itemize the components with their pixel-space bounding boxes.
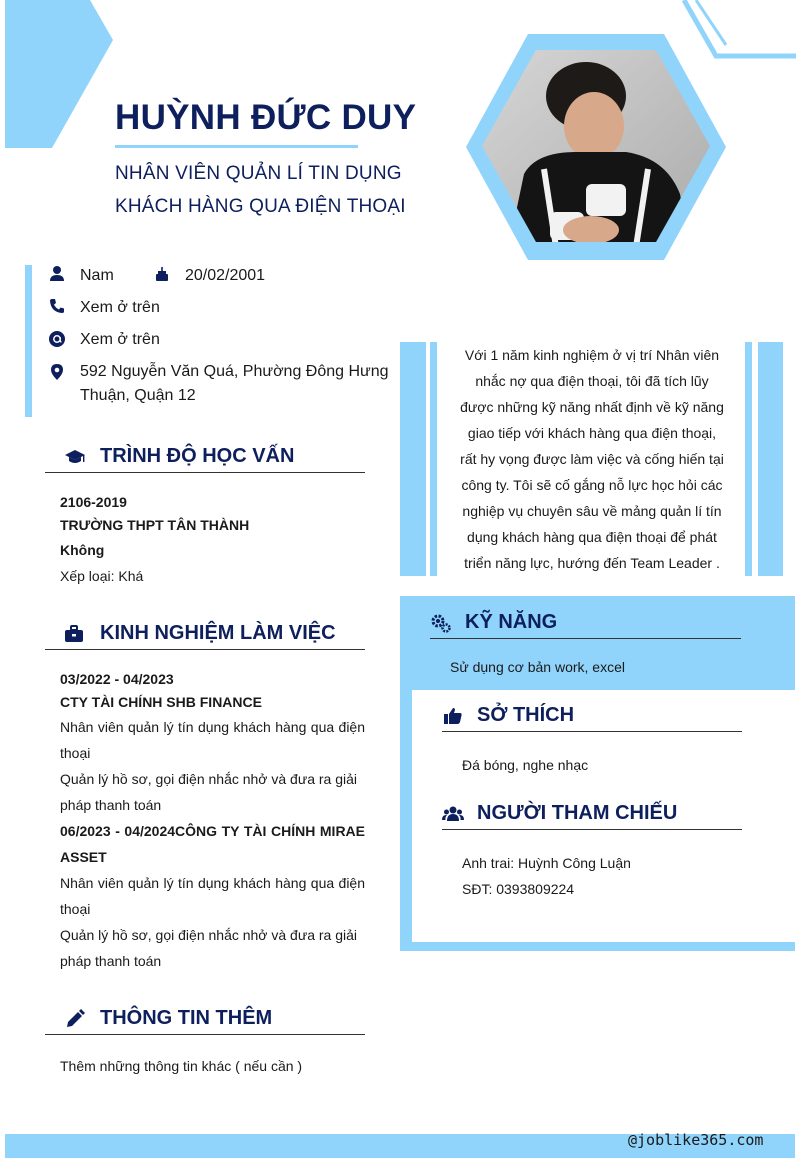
education-grade: Xếp loại: Khá [60, 568, 144, 584]
location-pin-icon [48, 363, 66, 381]
reference-phone: SĐT: 0393809224 [462, 881, 575, 897]
gears-icon [430, 612, 452, 634]
info-accent-bar [25, 265, 32, 417]
address-line2: Thuận, Quận 12 [80, 387, 196, 404]
section-divider [430, 638, 741, 639]
birthday-value: 20/02/2001 [185, 267, 266, 284]
objective-line: Với 1 năm kinh nghiệm ở vị trí Nhân viên [464, 347, 720, 363]
section-divider [45, 649, 365, 650]
education-title: TRÌNH ĐỘ HỌC VẤN [100, 445, 295, 467]
skills-text: Sử dụng cơ bản work, excel [450, 659, 625, 675]
job1-desc2-line2: pháp thanh toán [60, 797, 162, 813]
job2-desc2-line1: Quản lý hồ sơ, gọi điện nhắc nhở và đưa ra giải [60, 927, 358, 943]
user-icon [48, 265, 66, 283]
briefcase-icon [63, 623, 85, 645]
job1-desc2-line1: Quản lý hồ sơ, gọi điện nhắc nhở và đưa ra giải [60, 771, 358, 787]
address-line1: 592 Nguyễn Văn Quá, Phường Đông Hưng [80, 363, 389, 380]
skills-title: KỸ NĂNG [465, 611, 558, 633]
email-icon [48, 330, 66, 348]
objective-line: giao tiếp với khách hàng qua điện thoại, [467, 425, 717, 441]
objective-line: nhắc nợ qua điện thoại, tôi đã tích lũy [475, 373, 709, 389]
objective-bar-left-wide [400, 342, 426, 576]
hobbies-heading [442, 699, 742, 733]
job-title-line1: NHÂN VIÊN QUẢN LÍ TIN DỤNG [115, 163, 402, 184]
cake-icon [153, 265, 171, 283]
footer-watermark: @joblike365.com [628, 1131, 764, 1149]
objective-bar-right-wide [758, 342, 783, 576]
education-major: Không [60, 542, 105, 558]
section-divider [45, 1034, 365, 1035]
objective-line: rất hy vọng được làm việc và cống hiến tại [460, 451, 724, 467]
pencil-icon [64, 1008, 86, 1030]
gender-value: Nam [80, 267, 114, 284]
candidate-name: HUỲNH ĐỨC DUY [115, 98, 417, 137]
job1-desc1-line2: thoại [60, 745, 91, 761]
references-title: NGƯỜI THAM CHIẾU [477, 802, 678, 824]
job2-desc1-line2: thoại [60, 901, 91, 917]
extra-info-title: THÔNG TIN THÊM [100, 1007, 273, 1029]
education-heading [45, 440, 365, 474]
job2-desc1-line1: Nhân viên quản lý tín dụng khách hàng qua điện [60, 875, 365, 891]
hobbies-text: Đá bóng, nghe nhạc [462, 757, 589, 773]
thumbs-up-icon [442, 705, 464, 727]
users-icon [442, 803, 464, 825]
objective-line: triển năng lực, hướng đến Team Leader . [464, 555, 720, 571]
objective-bar-left-thin [430, 342, 437, 576]
objective-line: nghiệp vụ chuyên sâu về mảng quản lí tín [462, 503, 722, 519]
objective-line: dụng khách hàng qua điện thoại để phát [467, 529, 717, 545]
skills-heading [430, 606, 741, 640]
experience-title: KINH NGHIỆM LÀM VIỆC [100, 622, 336, 644]
job2-header-line2: ASSET [60, 849, 107, 865]
section-divider [442, 829, 742, 830]
references-heading [442, 797, 742, 831]
job2-desc2-line2: pháp thanh toán [60, 953, 162, 969]
reference-relation: Anh trai: Huỳnh Công Luận [462, 855, 631, 871]
career-objective [458, 342, 726, 576]
objective-line: được những kỹ năng nhất định về kỹ năng [460, 399, 724, 415]
objective-line: công ty. Tôi sẽ cố gắng nỗ lực học hỏi các [461, 477, 723, 493]
phone-icon [48, 297, 66, 315]
job-title-line2: KHÁCH HÀNG QUA ĐIỆN THOẠI [115, 196, 406, 217]
job2-header-line1: 06/2023 - 04/2024CÔNG TY TÀI CHÍNH MIRAE [60, 823, 365, 839]
experience-heading [45, 617, 365, 651]
hobbies-title: SỞ THÍCH [477, 704, 575, 726]
extra-info-heading [45, 1002, 365, 1036]
section-divider [442, 731, 742, 732]
corner-decoration [5, 0, 115, 148]
extra-info-text: Thêm những thông tin khác ( nếu cần ) [60, 1058, 303, 1074]
phone-value: Xem ở trên [80, 299, 160, 316]
job1-period: 03/2022 - 04/2023 [60, 671, 174, 687]
section-divider [45, 472, 365, 473]
objective-bar-right-thin [745, 342, 752, 576]
avatar [466, 34, 726, 260]
name-underline [115, 145, 358, 148]
job1-desc1-line1: Nhân viên quản lý tín dụng khách hàng qua điện [60, 719, 365, 735]
education-school: TRƯỜNG THPT TÂN THÀNH [60, 517, 250, 533]
email-value: Xem ở trên [80, 331, 160, 348]
education-period: 2106-2019 [60, 494, 127, 510]
graduation-cap-icon [64, 446, 86, 468]
job1-company: CTY TÀI CHÍNH SHB FINANCE [60, 694, 262, 710]
